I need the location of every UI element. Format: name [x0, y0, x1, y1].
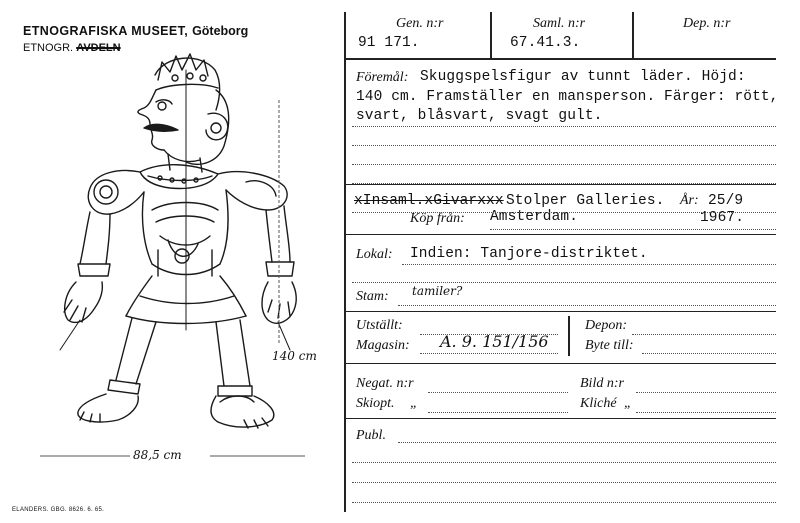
lokal-rule-2: [352, 282, 776, 283]
magasin-value: A. 9. 151/156: [440, 332, 549, 351]
stam-value: tamiler?: [412, 284, 463, 298]
header-rule: [344, 58, 776, 60]
header-divider-2: [632, 12, 634, 58]
giver-struck: xInsaml.xGivarxxx: [354, 193, 504, 209]
museum-name: ETNOGRAFISKA MUSEET,: [23, 24, 189, 38]
publ-label: Publ.: [356, 428, 386, 443]
gen-nr-value: 91 171.: [358, 35, 420, 51]
lokal-rule-1: [402, 264, 776, 265]
kop-fran-value: Amsterdam.: [490, 209, 579, 225]
utstallt-label: Utställt:: [356, 318, 403, 333]
bild-rule: [636, 392, 776, 393]
section-rule-5: [344, 418, 776, 419]
skiopt-value: „: [410, 396, 418, 411]
foremal-rule-3: [352, 164, 776, 165]
museum-city: Göteborg: [192, 24, 249, 38]
skiopt-label: Skiopt.: [356, 396, 395, 411]
byte-till-rule: [642, 353, 776, 354]
foremal-line-2: 140 cm. Framställer en mansperson. Färger: rött,: [356, 89, 779, 105]
foremal-line-3: svart, blåsvart, svagt gult.: [356, 108, 603, 124]
header-divider-1: [490, 12, 492, 58]
kop-fran-label: Köp från:: [410, 211, 465, 226]
card-left-border: [344, 12, 346, 512]
museum-header: [23, 24, 248, 38]
depon-divider: [568, 316, 570, 356]
publ-rule-1: [398, 442, 776, 443]
byte-till-label: Byte till:: [585, 338, 634, 353]
magasin-rule: [420, 353, 558, 354]
negat-label: Negat. n:r: [356, 376, 414, 391]
width-measurement: 88,5 cm: [133, 448, 182, 462]
foremal-line-1: Skuggspelsfigur av tunnt läder. Höjd:: [420, 69, 746, 85]
depon-label: Depon:: [585, 318, 627, 333]
magasin-label: Magasin:: [356, 338, 410, 353]
skiopt-rule: [428, 412, 568, 413]
gen-nr-label: Gen. n:r: [396, 16, 444, 31]
cliche-value: „: [624, 396, 632, 411]
foremal-rule-1: [352, 126, 776, 127]
depon-rule: [632, 334, 776, 335]
stam-label: Stam:: [356, 289, 389, 304]
printer-imprint: ELANDERS. GBG. 8626. 6. 65.: [12, 507, 105, 513]
lokal-label: Lokal:: [356, 247, 393, 262]
section-rule-4: [344, 363, 776, 364]
stam-rule: [398, 305, 776, 306]
foremal-label: Föremål:: [356, 70, 409, 85]
publ-rule-2: [352, 462, 776, 463]
lokal-value: Indien: Tanjore-distriktet.: [410, 246, 648, 262]
publ-rule-4: [352, 502, 776, 503]
negat-rule: [428, 392, 568, 393]
section-rule-3: [344, 311, 776, 312]
year-label: År:: [680, 193, 699, 208]
acquisition-year: 1967.: [700, 210, 745, 226]
height-measurement: 140 cm: [272, 349, 317, 363]
height-dimension-line: [265, 100, 289, 350]
saml-nr-label: Saml. n:r: [533, 16, 586, 31]
acquisition-rule-2: [490, 229, 776, 230]
department-struck: AVDELN: [76, 42, 121, 54]
acquisition-date: 25/9: [708, 193, 744, 209]
acquisition-rule-1: [352, 212, 776, 213]
cliche-rule: [636, 412, 776, 413]
cliche-label: Kliché: [580, 396, 617, 411]
section-rule-2: [344, 234, 776, 235]
department-label: ETNOGR.: [23, 42, 74, 54]
saml-nr-value: 67.41.3.: [510, 35, 581, 51]
dep-nr-label: Dep. n:r: [683, 16, 731, 31]
bild-label: Bild n:r: [580, 376, 624, 391]
publ-rule-3: [352, 482, 776, 483]
acquisition-source: Stolper Galleries.: [506, 193, 665, 209]
foremal-rule-2: [352, 145, 776, 146]
section-rule-1: [344, 184, 776, 185]
